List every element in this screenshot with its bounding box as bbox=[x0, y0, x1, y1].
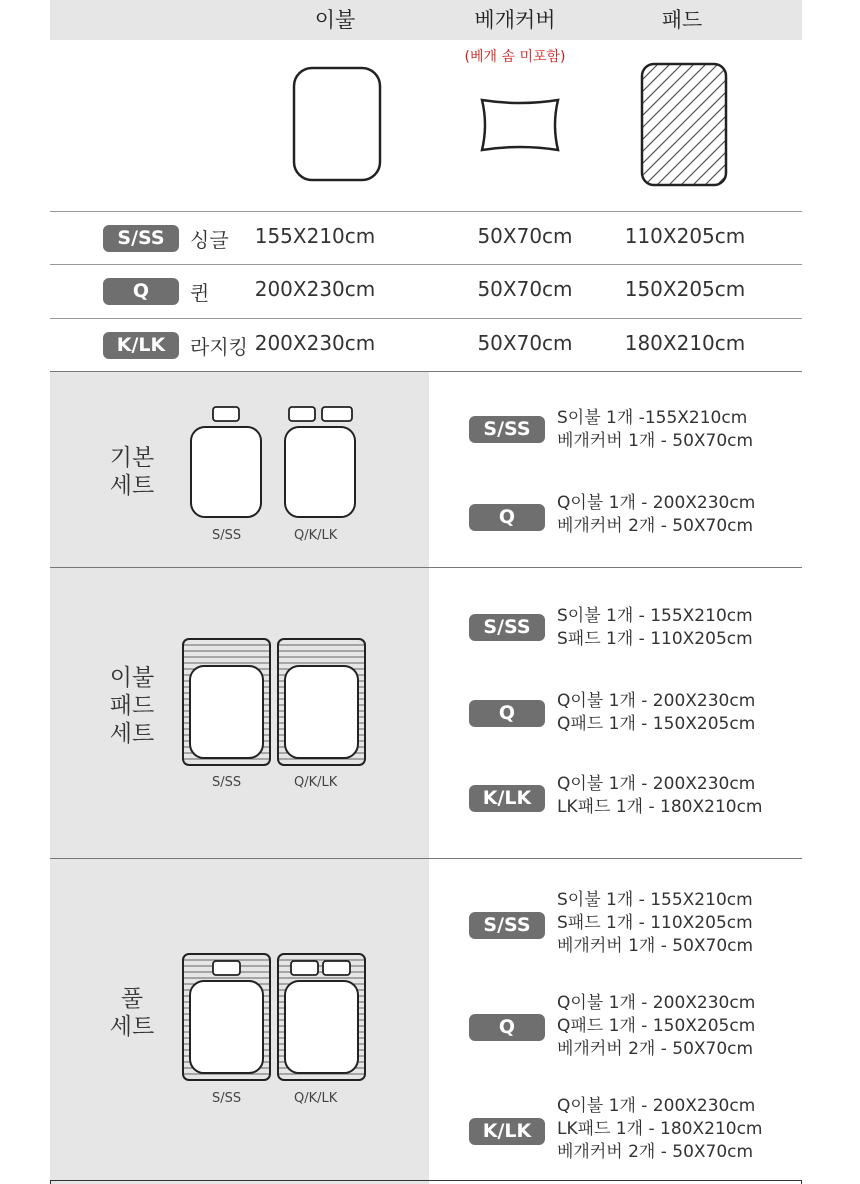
set-blanket-pad bbox=[50, 567, 802, 859]
bottom-border bbox=[50, 1180, 802, 1184]
entry-line: Q패드 1개 - 150X205cm bbox=[557, 1016, 756, 1036]
blanket-icon bbox=[285, 427, 355, 517]
column-header bbox=[50, 0, 802, 40]
set-basic bbox=[50, 371, 802, 568]
entry-line: Q이불 1개 - 200X230cm bbox=[557, 1096, 756, 1116]
set-illustration-panel bbox=[50, 859, 429, 1184]
entry-line: Q이불 1개 - 200X230cm bbox=[557, 691, 756, 711]
size-badge: S/SS bbox=[469, 416, 545, 443]
pillow-icon bbox=[289, 407, 315, 421]
set-title bbox=[100, 985, 164, 1041]
pillow-icon bbox=[482, 100, 558, 150]
set-illustration-panel bbox=[50, 372, 429, 568]
size-row-single bbox=[50, 211, 802, 264]
size-badge: Q bbox=[469, 700, 545, 727]
pillow-icon bbox=[322, 407, 352, 421]
set-title-line: 기본 bbox=[109, 445, 155, 471]
set-title-line: 세트 bbox=[109, 721, 155, 747]
set-title-line: 세트 bbox=[109, 473, 155, 499]
size-badge: Q bbox=[469, 1014, 545, 1041]
entry-line: S이불 1개 - 155X210cm bbox=[557, 606, 753, 626]
blanket-size: 155X210cm bbox=[254, 224, 376, 248]
set-title-line: 풀 bbox=[120, 986, 144, 1012]
set-title bbox=[100, 664, 164, 748]
set-title bbox=[100, 444, 164, 500]
size-row-queen bbox=[50, 264, 802, 317]
entry-line: 베개커버 2개 - 50X70cm bbox=[557, 1039, 754, 1059]
size-label-small: S/SS bbox=[212, 528, 242, 543]
set-title-line: 세트 bbox=[109, 1014, 155, 1040]
size-chart bbox=[50, 0, 802, 1184]
size-badge: K/LK bbox=[103, 332, 179, 359]
entry-line: 베개커버 2개 - 50X70cm bbox=[557, 1142, 754, 1162]
size-badge: K/LK bbox=[469, 785, 545, 812]
blanket-icon bbox=[190, 666, 263, 758]
blanket-icon bbox=[190, 981, 263, 1073]
product-icons bbox=[50, 40, 802, 212]
pillow-icon bbox=[323, 961, 350, 975]
entry-line: LK패드 1개 - 180X210cm bbox=[557, 1119, 763, 1139]
size-label-small: S/SS bbox=[212, 775, 242, 790]
pad-size: 110X205cm bbox=[624, 224, 746, 248]
entry-line: Q이불 1개 - 200X230cm bbox=[557, 774, 756, 794]
entry-line: 베개커버 1개 - 50X70cm bbox=[557, 431, 754, 451]
size-label-small: S/SS bbox=[212, 1091, 242, 1106]
size-badge: K/LK bbox=[469, 1118, 545, 1145]
set-illustration-panel bbox=[50, 568, 429, 859]
blanket-icon bbox=[191, 427, 261, 517]
size-badge: Q bbox=[469, 504, 545, 531]
header-blanket: 이불 bbox=[314, 8, 356, 32]
entry-line: Q이불 1개 - 200X230cm bbox=[557, 993, 756, 1013]
entry-line: 베개커버 1개 - 50X70cm bbox=[557, 936, 754, 956]
header-pillow-cover: 베개커버 bbox=[474, 8, 556, 32]
entry-line: 베개커버 2개 - 50X70cm bbox=[557, 516, 754, 536]
set-title-line: 패드 bbox=[109, 693, 155, 719]
blanket-icon bbox=[285, 666, 358, 758]
entry-line: S패드 1개 - 110X205cm bbox=[557, 913, 753, 933]
pillow-note: (베개 솜 미포함) bbox=[464, 49, 566, 65]
pillow-icon bbox=[213, 407, 239, 421]
size-label-large: Q/K/LK bbox=[294, 1091, 338, 1106]
pad-size: 180X210cm bbox=[624, 331, 746, 355]
basic-set-illustration bbox=[185, 400, 365, 525]
size-name: 라지킹 bbox=[190, 335, 248, 359]
size-row-large-king bbox=[50, 318, 802, 371]
entry-line: LK패드 1개 - 180X210cm bbox=[557, 797, 763, 817]
pillow-size: 50X70cm bbox=[477, 277, 573, 301]
pillow-size: 50X70cm bbox=[477, 331, 573, 355]
entry-line: Q이불 1개 - 200X230cm bbox=[557, 493, 756, 513]
size-badge: Q bbox=[103, 278, 179, 305]
blanket-pad-illustration bbox=[180, 636, 370, 768]
blanket-icon bbox=[294, 68, 380, 180]
size-badge: S/SS bbox=[469, 912, 545, 939]
size-label-large: Q/K/LK bbox=[294, 775, 338, 790]
size-name: 퀸 bbox=[190, 281, 210, 305]
entry-line: Q패드 1개 - 150X205cm bbox=[557, 714, 756, 734]
pillow-size: 50X70cm bbox=[477, 224, 573, 248]
pillow-icon bbox=[291, 961, 318, 975]
pad-size: 150X205cm bbox=[624, 277, 746, 301]
entry-line: S이불 1개 - 155X210cm bbox=[557, 890, 753, 910]
set-contents-panel bbox=[429, 859, 802, 1184]
entry-line: S패드 1개 - 110X205cm bbox=[557, 629, 753, 649]
set-full bbox=[50, 858, 802, 1184]
blanket-size: 200X230cm bbox=[254, 331, 376, 355]
set-contents-panel bbox=[429, 568, 802, 859]
pillow-icon bbox=[213, 961, 240, 975]
header-pad: 패드 bbox=[661, 8, 703, 32]
size-name: 싱글 bbox=[190, 228, 229, 252]
blanket-icon bbox=[285, 981, 358, 1073]
size-label-large: Q/K/LK bbox=[294, 528, 338, 543]
set-title-line: 이불 bbox=[109, 665, 155, 691]
full-set-illustration bbox=[180, 951, 370, 1083]
blanket-size: 200X230cm bbox=[254, 277, 376, 301]
set-contents-panel bbox=[429, 372, 802, 568]
entry-line: S이불 1개 -155X210cm bbox=[557, 408, 748, 428]
product-icons-svg bbox=[50, 40, 802, 212]
size-badge: S/SS bbox=[103, 225, 179, 252]
size-badge: S/SS bbox=[469, 614, 545, 641]
